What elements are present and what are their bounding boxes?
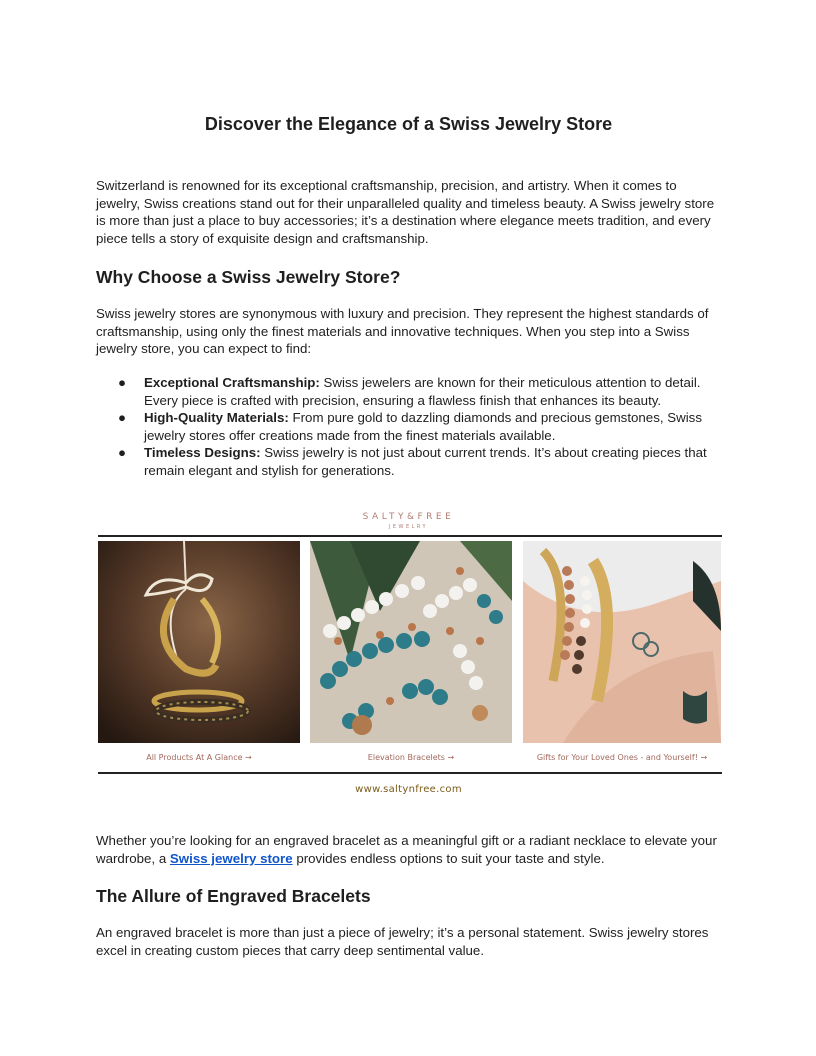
gift-paragraph: Whether you’re looking for an engraved bracelet as a meaningful gift or a radiant necklace to elevate your wardrobe, a Swiss jewelry store provides endless options to suit your taste and style. bbox=[96, 833, 717, 866]
bangle-photo bbox=[98, 541, 300, 743]
why-paragraph: Swiss jewelry stores are synonymous with luxury and precision. They represent the highest standards of craftsmanship, using only the finest materials and innovative techniques. When you step into a Swiss jewelry store, you can expect to find: bbox=[96, 306, 709, 357]
list-item bbox=[96, 409, 721, 444]
section-heading-engraved: The Allure of Engraved Bracelets bbox=[96, 886, 371, 906]
list-item-term: Timeless Designs: bbox=[144, 445, 261, 461]
engraved-paragraph: An engraved bracelet is more than just a piece of jewelry; it’s a personal statement. Swiss jewelry stores excel in creating custom pieces that carry deep sentimental value. bbox=[96, 925, 709, 958]
list-item-text: Swiss jewelry is not just about current trends. It’s about creating pieces that remain elegant and stylish for generations. bbox=[144, 445, 707, 478]
beaded-bracelets-photo bbox=[310, 541, 512, 743]
list-item-term: Exceptional Craftsmanship: bbox=[144, 375, 320, 390]
caption-all-products: All Products At A Glance → bbox=[146, 753, 252, 762]
jewelry-banner-image bbox=[96, 508, 721, 798]
intro-paragraph: Switzerland is renowned for its exceptional craftsmanship, precision, and artistry. When it comes to jewelry, Swiss creations stand out for their unparalleled quality and timeless beauty. A Swiss jewelry store is more than just a place to buy accessories; it’s a destination where elegance meets tradition, and every piece tells a story of exquisite design and craftsmanship. bbox=[96, 178, 715, 246]
bullet-icon: ● bbox=[118, 445, 127, 461]
wrist-bracelets-photo bbox=[523, 541, 721, 743]
list-item bbox=[96, 444, 721, 479]
website-url: www.saltynfree.com bbox=[355, 784, 462, 795]
bullet-icon: ● bbox=[118, 410, 127, 426]
list-item-term: High-Quality Materials: bbox=[144, 410, 289, 426]
section-heading-why: Why Choose a Swiss Jewelry Store? bbox=[96, 267, 401, 287]
list-item-text: From pure gold to dazzling diamonds and precious gemstones, Swiss jewelry stores offer creations made from the finest materials available. bbox=[144, 410, 702, 443]
caption-elevation-bracelets: Elevation Bracelets → bbox=[367, 753, 455, 762]
brand-logo: SALTY&FREE JEWELRY bbox=[362, 512, 455, 530]
list-item-text: Swiss jewelers are known for their meticulous attention to detail. Every piece is crafted with precision, ensuring a flawless finish that enhances its beauty. bbox=[144, 375, 701, 408]
swiss-jewelry-store-link[interactable]: Swiss jewelry store bbox=[169, 850, 293, 866]
bullet-icon: ● bbox=[118, 375, 127, 390]
list-item bbox=[96, 374, 721, 409]
features-list bbox=[96, 374, 721, 480]
divider bbox=[98, 535, 722, 537]
divider bbox=[98, 772, 722, 774]
page-title: Discover the Elegance of a Swiss Jewelry Store bbox=[204, 114, 613, 134]
caption-gifts: Gifts for Your Loved Ones - and Yourself! → bbox=[536, 753, 708, 762]
